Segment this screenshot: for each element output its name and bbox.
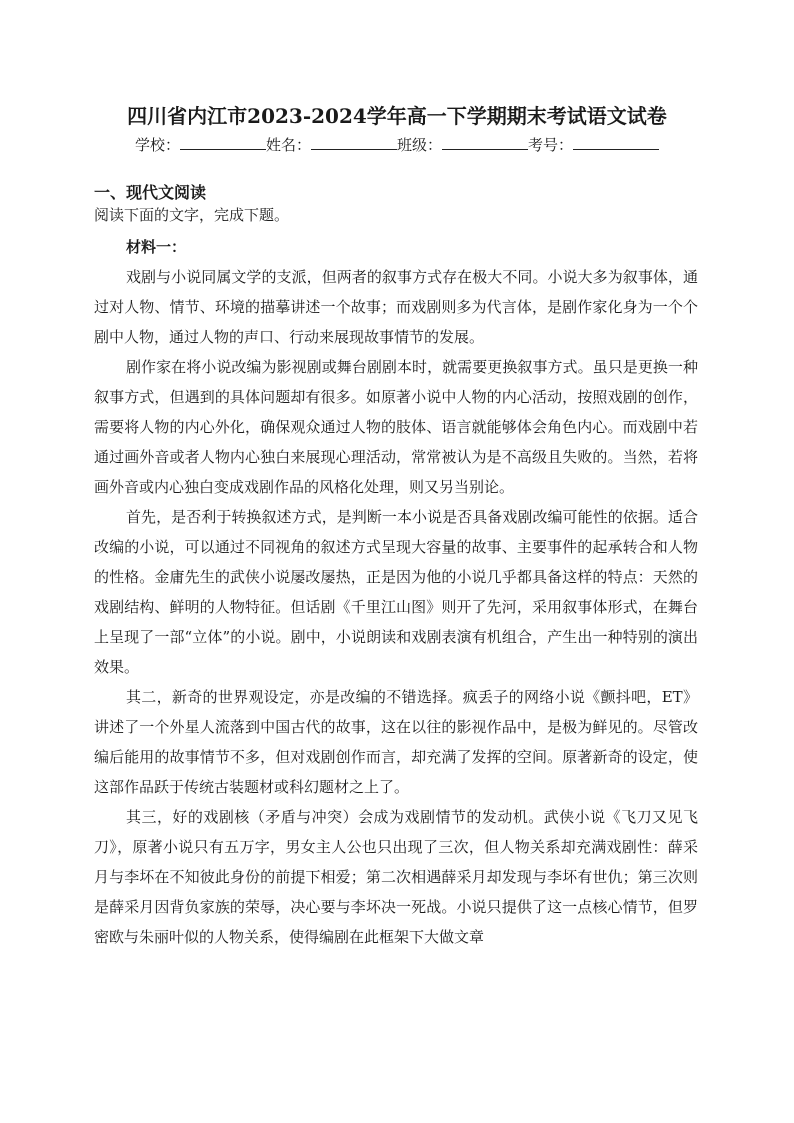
class-blank[interactable] xyxy=(442,135,528,150)
class-label: 班级： xyxy=(397,136,443,154)
student-info-line xyxy=(0,134,794,155)
name-label: 姓名： xyxy=(265,136,311,154)
name-blank[interactable] xyxy=(311,135,397,150)
school-label: 学校： xyxy=(134,136,180,154)
exam-number-label: 考号： xyxy=(528,136,574,154)
reading-instruction: 阅读下面的文字，完成下题。 xyxy=(94,206,290,224)
school-blank[interactable] xyxy=(180,135,266,150)
exam-title: 四川省内江市2023-2024学年高一下学期期末考试语文试卷 xyxy=(127,104,667,128)
passage-paragraph: 其二，新奇的世界观设定，亦是改编的不错选择。疯丢子的网络小说《颤抖吧，ET》讲述了一个外星人流落到中国古代的故事，这在以往的影视作品中，是极为鲜见的。尽管改编后能用的故事情节不多，但对戏剧创作而言，却充满了发挥的空间。原著新奇的设定，使这部作品跃于传统古装题材或科幻题材之上了。 xyxy=(94,688,698,796)
material-label: 材料一： xyxy=(126,238,187,256)
passage-paragraph: 剧作家在将小说改编为影视剧或舞台剧剧本时，就需要更换叙事方式。虽只是更换一种叙事方式，但遇到的具体问题却有很多。如原著小说中人物的内心活动，按照戏剧的创作，需要将人物的内心外化，确保观众通过人物的肢体、语言就能够体会角色内心。而戏剧中若通过画外音或者人物内心独白来展现心理活动，常常被认为是不高级且失败的。当然，若将画外音或内心独白变成戏剧作品的风格化处理，则又另当别论。 xyxy=(94,358,698,496)
passage-paragraph: 戏剧与小说同属文学的支派，但两者的叙事方式存在极大不同。小说大多为叙事体，通过对人物、情节、环境的描摹讲述一个故事；而戏剧则多为代言体，是剧作家化身为一个个剧中人物，通过人物的声口、行动来展现故事情节的发展。 xyxy=(94,268,698,346)
passage-paragraph: 其三，好的戏剧核（矛盾与冲突）会成为戏剧情节的发动机。武侠小说《飞刀又见飞刀》，原著小说只有五万字，男女主人公也只出现了三次，但人物关系却充满戏剧性：薛采月与李坏在不知彼此身份的前提下相爱；第二次相遇薛采月却发现与李坏有世仇；第三次则是薛采月因背负家族的荣辱，决心要与李坏决一死战。小说只提供了这一点核心情节，但罗密欧与朱丽叶似的人物关系，使得编剧在此框架下大做文章 xyxy=(94,808,698,946)
section-heading: 一、现代文阅读 xyxy=(94,183,207,202)
passage-body xyxy=(94,262,698,952)
passage-paragraph: 首先，是否利于转换叙述方式，是判断一本小说是否具备戏剧改编可能性的依据。适合改编的小说，可以通过不同视角的叙述方式呈现大容量的故事、主要事件的起承转合和人物的性格。金庸先生的武侠小说屡改屡热，正是因为他的小说几乎都具备这样的特点：天然的戏剧结构、鲜明的人物特征。但话剧《千里江山图》则开了先河，采用叙事体形式，在舞台上呈现了一部“立体”的小说。剧中，小说朗读和戏剧表演有机组合，产生出一种特别的演出效果。 xyxy=(94,508,698,676)
exam-number-blank[interactable] xyxy=(573,135,659,150)
